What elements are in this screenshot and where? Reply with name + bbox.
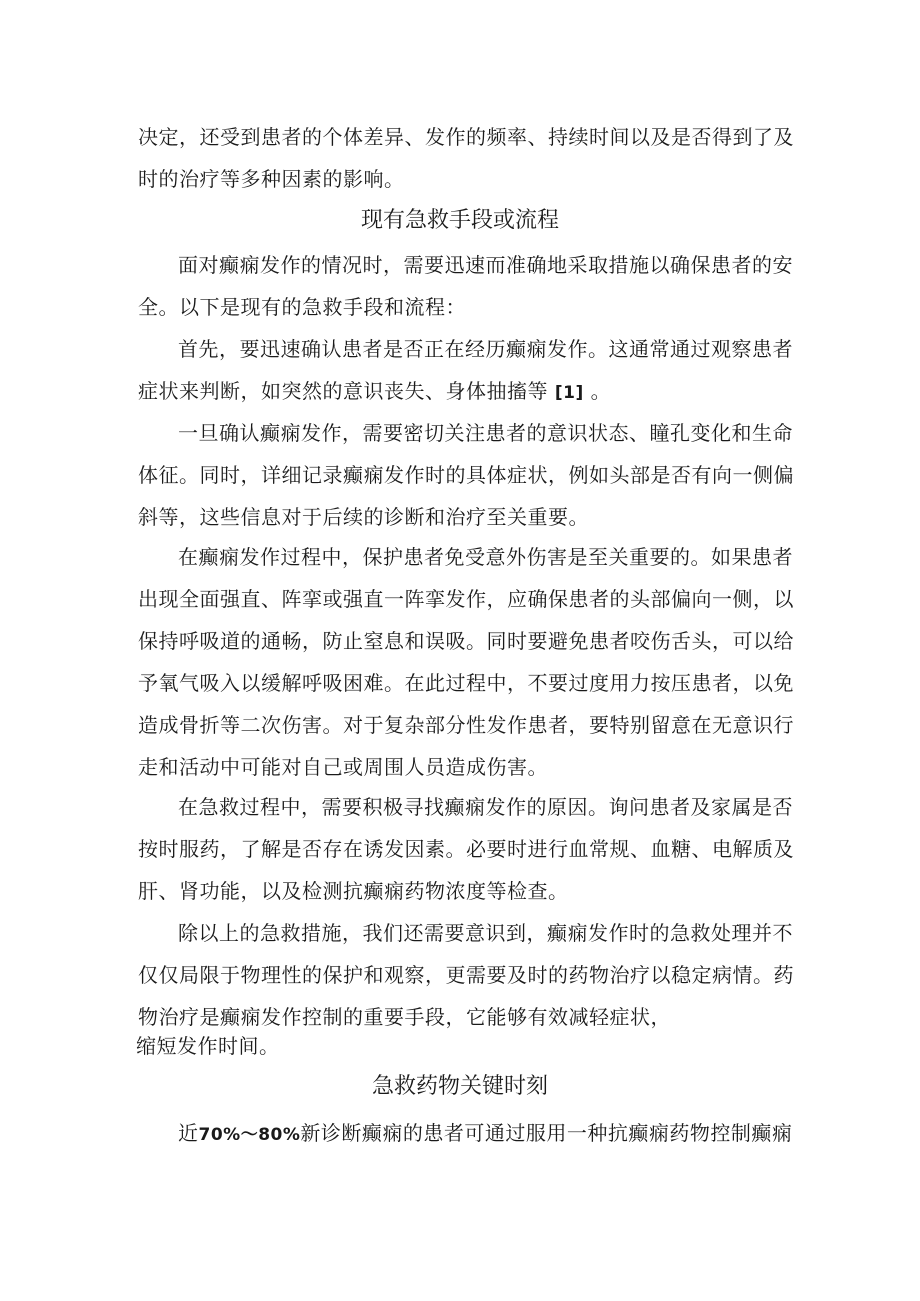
- text-line: 仅仅局限于物理性的保护和观察，更需要及时的药物治疗以稳定病情。药: [138, 963, 794, 987]
- text-line: 出现全面强直、阵挛或强直一阵挛发作，应确保患者的头部偏向一侧，以: [138, 587, 794, 611]
- text-line: 体征。同时，详细记录癫痫发作时的具体症状，例如头部是否有向一侧偏: [138, 463, 794, 487]
- text-line: 肝、肾功能，以及检测抗癫痫药物浓度等检查。: [138, 879, 569, 903]
- text-line: 在癫痫发作过程中，保护患者免受意外伤害是至关重要的。如果患者: [178, 545, 793, 569]
- text-line: 斜等，这些信息对于后续的诊断和治疗至关重要。: [138, 505, 589, 529]
- text-line: 决定，还受到患者的个体差异、发作的频率、持续时间以及是否得到了及: [138, 125, 794, 149]
- text-line: 走和活动中可能对自己或周围人员造成伤害。: [138, 755, 548, 779]
- paragraph-6-last-line: [136, 1030, 786, 1062]
- intro-paragraph: [138, 116, 794, 200]
- paragraph-5: [138, 786, 794, 912]
- section-heading-key-drugs: 急救药物关键时刻: [371, 1074, 548, 1099]
- paragraph-6: [138, 912, 794, 1038]
- text-line: 一旦确认癫痫发作，需要密切关注患者的意识状态、瞳孔变化和生命: [178, 421, 793, 445]
- text-line: 造成骨折等二次伤害。对于复杂部分性发作患者，要特别留意在无意识行: [138, 713, 794, 737]
- paragraph-3: [138, 412, 794, 538]
- text-line: 时的治疗等多种因素的影响。: [138, 167, 405, 191]
- text-span: 。: [590, 379, 612, 403]
- paragraph-4: [138, 536, 794, 788]
- paragraph-2: [138, 328, 793, 414]
- paragraph-7: [138, 1112, 793, 1156]
- text-span: 新诊断癫痫的患者可通过服用一种抗癫痫药物控制癫痫: [300, 1121, 793, 1145]
- text-span: 近: [178, 1121, 199, 1145]
- citation-reference: [1]: [554, 383, 584, 403]
- percentage-range: 70%～80%: [198, 1125, 301, 1145]
- text-line: 保持呼吸道的通畅，防止窒息和误吸。同时要避免患者咬伤舌头，可以给: [138, 629, 794, 653]
- text-line: 首先，要迅速确认患者是否正在经历癫痫发作。这通常通过观察患者: [178, 337, 793, 361]
- text-line: 全。以下是现有的急救手段和流程：: [138, 295, 466, 319]
- text-line: 除以上的急救措施，我们还需要意识到，癫痫发作时的急救处理并不: [178, 921, 793, 945]
- text-line: 在急救过程中，需要积极寻找癫痫发作的原因。询问患者及家属是否: [178, 795, 793, 819]
- text-line: 予氧气吸入以缓解呼吸困难。在此过程中，不要过度用力按压患者，以免: [138, 671, 794, 695]
- section-heading-emergency-procedures: 现有急救手段或流程: [360, 208, 559, 233]
- text-line: 物治疗是癫痫发作控制的重要手段，它能够有效减轻症状，: [138, 1005, 671, 1029]
- text-span: 症状来判断，如突然的意识丧失、身体抽搐等: [138, 379, 548, 403]
- text-line: 按时服药，了解是否存在诱发因素。必要时进行血常规、血糖、电解质及: [138, 837, 794, 861]
- text-line: 面对癫痫发作的情况时，需要迅速而准确地采取措施以确保患者的安: [178, 253, 793, 277]
- text-line: [138, 1112, 793, 1156]
- text-line: [138, 370, 788, 414]
- paragraph-1: [138, 244, 793, 328]
- text-line: 缩短发作时间。: [136, 1034, 280, 1058]
